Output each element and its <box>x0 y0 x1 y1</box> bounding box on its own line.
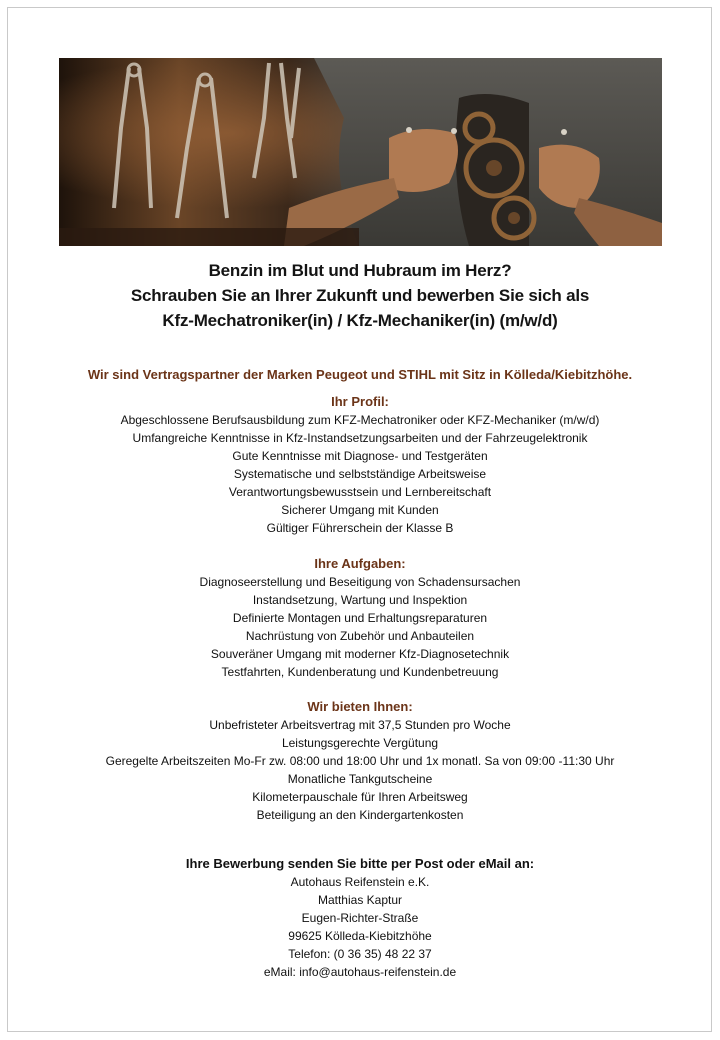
tasks-item: Testfahrten, Kundenberatung und Kundenbetreuung <box>221 665 499 679</box>
contact-street: Eugen-Richter-Straße <box>301 911 419 925</box>
contact-city: 99625 Kölleda-Kiebitzhöhe <box>288 929 432 943</box>
profile-item: Sicherer Umgang mit Kunden <box>281 503 439 517</box>
tasks-section <box>0 555 720 681</box>
profile-section <box>0 393 720 537</box>
headline <box>0 258 720 333</box>
profile-item: Systematische und selbstständige Arbeitsweise <box>233 467 487 481</box>
tasks-item: Definierte Montagen und Erhaltungsreparaturen <box>232 611 488 625</box>
profile-item: Verantwortungsbewusstsein und Lernbereitschaft <box>228 485 492 499</box>
contact-person: Matthias Kaptur <box>317 893 403 907</box>
offer-section <box>0 698 720 824</box>
contact-phone: Telefon: (0 36 35) 48 22 37 <box>288 947 432 961</box>
profile-item: Abgeschlossene Berufsausbildung zum KFZ-Mechatroniker oder KFZ-Mechaniker (m/w/d) <box>120 413 600 427</box>
profile-item: Gültiger Führerschein der Klasse B <box>266 521 454 535</box>
tasks-item: Nachrüstung von Zubehör und Anbauteilen <box>245 629 475 643</box>
offer-title: Wir bieten Ihnen: <box>307 699 413 714</box>
tasks-item: Instandsetzung, Wartung und Inspektion <box>252 593 468 607</box>
tasks-item: Diagnoseerstellung und Beseitigung von Schadensursachen <box>199 575 521 589</box>
profile-item: Gute Kenntnisse mit Diagnose- und Testgeräten <box>232 449 488 463</box>
offer-item: Geregelte Arbeitszeiten Mo-Fr zw. 08:00 und 18:00 Uhr und 1x monatl. Sa von 09:00 -11:30 Uhr <box>105 754 615 768</box>
headline-line-2: Schrauben Sie an Ihrer Zukunft und bewerben Sie sich als <box>130 286 590 305</box>
partner-line: Wir sind Vertragspartner der Marken Peugeot und STIHL mit Sitz in Kölleda/Kiebitzhöhe. <box>87 367 633 382</box>
offer-item: Monatliche Tankgutscheine <box>287 772 433 786</box>
offer-item: Beteiligung an den Kindergartenkosten <box>256 808 464 822</box>
headline-line-1: Benzin im Blut und Hubraum im Herz? <box>208 261 512 280</box>
tasks-title: Ihre Aufgaben: <box>314 556 406 571</box>
contact-title: Ihre Bewerbung senden Sie bitte per Post oder eMail an: <box>185 856 535 871</box>
headline-line-3: Kfz-Mechatroniker(in) / Kfz-Mechaniker(in) (m/w/d) <box>162 311 558 330</box>
profile-item: Umfangreiche Kenntnisse in Kfz-Instandsetzungsarbeiten und der Fahrzeugelektronik <box>132 431 588 445</box>
offer-item: Kilometerpauschale für Ihren Arbeitsweg <box>252 790 468 804</box>
offer-item: Unbefristeter Arbeitsvertrag mit 37,5 Stunden pro Woche <box>209 718 511 732</box>
contact-section <box>0 855 720 981</box>
contact-email[interactable]: eMail: info@autohaus-reifenstein.de <box>263 965 457 979</box>
hero-image-mechanic <box>59 58 662 246</box>
tasks-item: Souveräner Umgang mit moderner Kfz-Diagnosetechnik <box>210 647 510 661</box>
contact-company: Autohaus Reifenstein e.K. <box>290 875 430 889</box>
offer-item: Leistungsgerechte Vergütung <box>281 736 439 750</box>
profile-title: Ihr Profil: <box>331 394 389 409</box>
